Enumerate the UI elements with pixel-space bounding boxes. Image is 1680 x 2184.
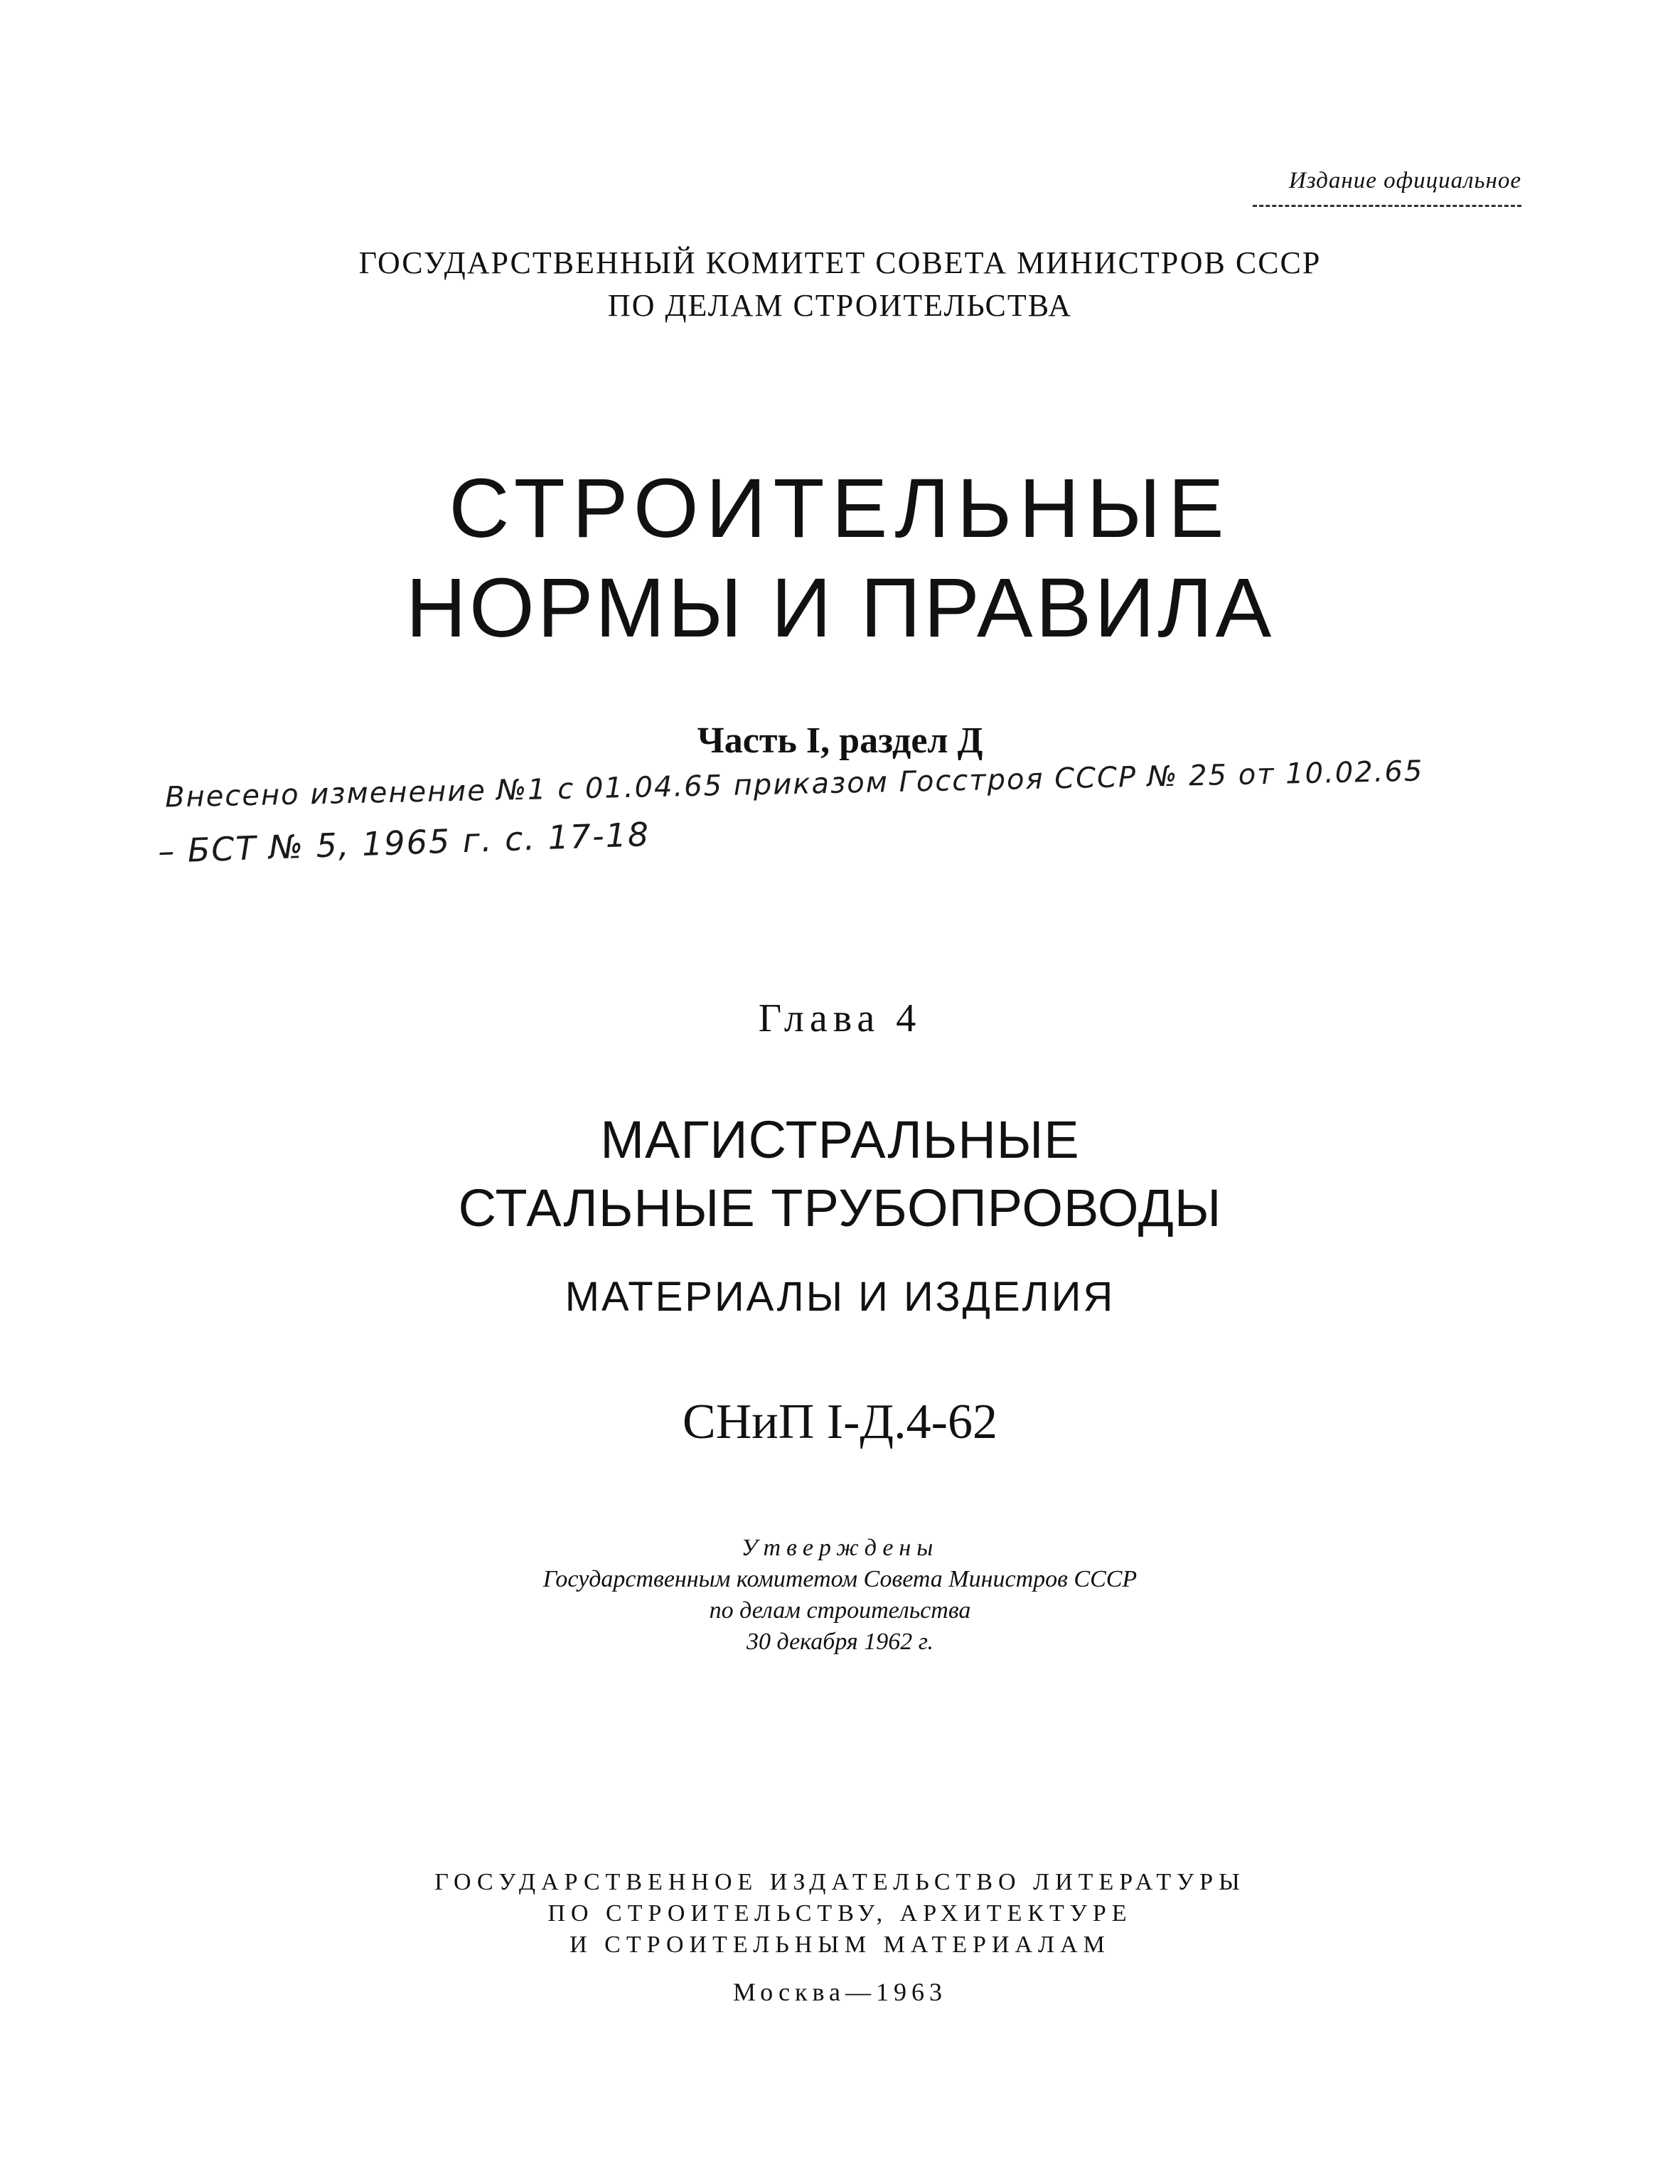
chapter-subject <box>0 1106 1680 1242</box>
publisher-line-1: ГОСУДАРСТВЕННОЕ ИЗДАТЕЛЬСТВО ЛИТЕРАТУРЫ <box>434 1869 1246 1895</box>
approval-line-3: по делам строительства <box>709 1597 971 1624</box>
chapter-subtopic: МАТЕРИАЛЫ И ИЗДЕЛИЯ <box>565 1274 1115 1320</box>
committee-line-2: ПО ДЕЛАМ СТРОИТЕЛЬСТВА <box>607 288 1073 323</box>
publisher-line-3: И СТРОИТЕЛЬНЫМ МАТЕРИАЛАМ <box>569 1932 1111 1958</box>
committee-line-1: ГОСУДАРСТВЕННЫЙ КОМИТЕТ СОВЕТА МИНИСТРОВ СССР <box>358 245 1322 280</box>
publisher-line-2: ПО СТРОИТЕЛЬСТВУ, АРХИТЕКТУРЕ <box>547 1900 1133 1927</box>
edition-underline <box>1253 205 1521 207</box>
committee-heading <box>0 242 1680 327</box>
handwritten-amendment-line-1: Внесено изменение №1 с 01.04.65 приказом Госстроя СССР № 25 от 10.02.65 <box>164 755 1424 814</box>
handwritten-amendment-line-2: – БСТ № 5, 1965 г. с. 17-18 <box>157 814 651 871</box>
subject-line-1: МАГИСТРАЛЬНЫЕ <box>600 1110 1080 1169</box>
approval-line-4: 30 декабря 1962 г. <box>746 1629 934 1655</box>
city-year: Москва—1963 <box>733 1978 947 2006</box>
chapter-number: Глава 4 <box>758 996 922 1040</box>
title-line-1: СТРОИТЕЛЬНЫЕ <box>449 462 1231 555</box>
publisher-block <box>0 1867 1680 1961</box>
approval-line-2: Государственным комитетом Совета Министров СССР <box>542 1566 1138 1592</box>
title-line-2: НОРМЫ И ПРАВИЛА <box>405 561 1275 655</box>
approval-line-1: Утверждены <box>741 1535 939 1561</box>
approval-block <box>0 1533 1680 1658</box>
subject-line-2: СТАЛЬНЫЕ ТРУБОПРОВОДЫ <box>458 1178 1222 1237</box>
document-title <box>0 459 1680 658</box>
standard-code: СНиП I-Д.4-62 <box>683 1395 997 1449</box>
part-section: Часть I, раздел Д <box>697 720 983 761</box>
edition-note: Издание официальное <box>1288 168 1521 193</box>
